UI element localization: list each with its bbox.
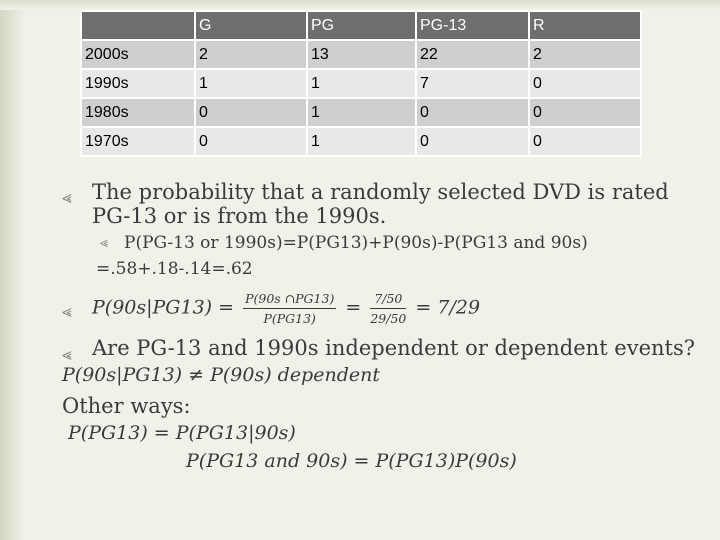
table-cell: 1 xyxy=(307,127,416,156)
table-cell: 2 xyxy=(529,40,641,69)
table-cell: 0 xyxy=(529,69,641,98)
table-cell: 0 xyxy=(529,98,641,127)
table-cell: 0 xyxy=(416,127,529,156)
conditional-probability-equation xyxy=(92,291,480,326)
bullet1-calculation: =.58+.18-.14=.62 xyxy=(96,259,253,279)
frequency-table xyxy=(80,10,642,157)
dependence-statement: P(90s|PG13) ≠ P(90s) dependent xyxy=(62,364,380,386)
row-label: 1970s xyxy=(81,127,195,156)
fraction-values xyxy=(370,291,406,326)
bullet1-line2: PG-13 or is from the 1990s. xyxy=(92,204,387,228)
slide-top-border xyxy=(0,0,720,10)
bullet1-line1: The probability that a randomly selected DVD is rated xyxy=(92,180,669,204)
table-cell: 0 xyxy=(195,98,307,127)
independence-test-2: P(PG13 and 90s) = P(PG13)P(90s) xyxy=(186,450,517,472)
slide-left-border xyxy=(0,0,26,540)
header-cell-r: R xyxy=(529,11,641,40)
equation-result: = 7/29 xyxy=(415,296,481,319)
double-chevron-bullet-icon: ⪡ xyxy=(62,345,72,365)
table-header-row xyxy=(81,11,641,40)
table-cell: 1 xyxy=(195,69,307,98)
table-row xyxy=(81,69,641,98)
bullet1-formula: P(PG-13 or 1990s)=P(PG13)+P(90s)-P(PG13 and 90s) xyxy=(124,233,588,253)
bullet3-question: Are PG-13 and 1990s independent or dependent events? xyxy=(92,336,696,360)
equation-lhs: P(90s|PG13) = xyxy=(92,296,235,319)
table-cell: 0 xyxy=(529,127,641,156)
header-cell-g: G xyxy=(195,11,307,40)
table-cell: 1 xyxy=(307,98,416,127)
header-cell-pg13: PG-13 xyxy=(416,11,529,40)
header-cell-pg: PG xyxy=(307,11,416,40)
fraction-general xyxy=(243,291,336,326)
table-cell: 7 xyxy=(416,69,529,98)
table-cell: 1 xyxy=(307,69,416,98)
table-row xyxy=(81,98,641,127)
fraction-numerator: 7/50 xyxy=(370,291,406,309)
fraction-denominator: 29/50 xyxy=(370,311,407,326)
independence-test-1: P(PG13) = P(PG13|90s) xyxy=(68,422,296,444)
table-cell: 13 xyxy=(307,40,416,69)
equals-sign: = xyxy=(345,296,362,319)
double-chevron-bullet-icon: ⪡ xyxy=(62,188,72,208)
table-cell: 2 xyxy=(195,40,307,69)
row-label: 1990s xyxy=(81,69,195,98)
other-ways-label: Other ways: xyxy=(62,394,191,418)
table-cell: 22 xyxy=(416,40,529,69)
row-label: 1980s xyxy=(81,98,195,127)
header-cell-corner xyxy=(81,11,195,40)
table-row xyxy=(81,127,641,156)
table-cell: 0 xyxy=(416,98,529,127)
row-label: 2000s xyxy=(81,40,195,69)
double-chevron-bullet-icon: ⪡ xyxy=(62,302,72,322)
table-row xyxy=(81,40,641,69)
fraction-denominator: P(PG13) xyxy=(263,311,316,326)
table-cell: 0 xyxy=(195,127,307,156)
fraction-numerator: P(90s ∩PG13) xyxy=(243,291,336,309)
double-chevron-bullet-icon: ⪡ xyxy=(100,235,108,251)
